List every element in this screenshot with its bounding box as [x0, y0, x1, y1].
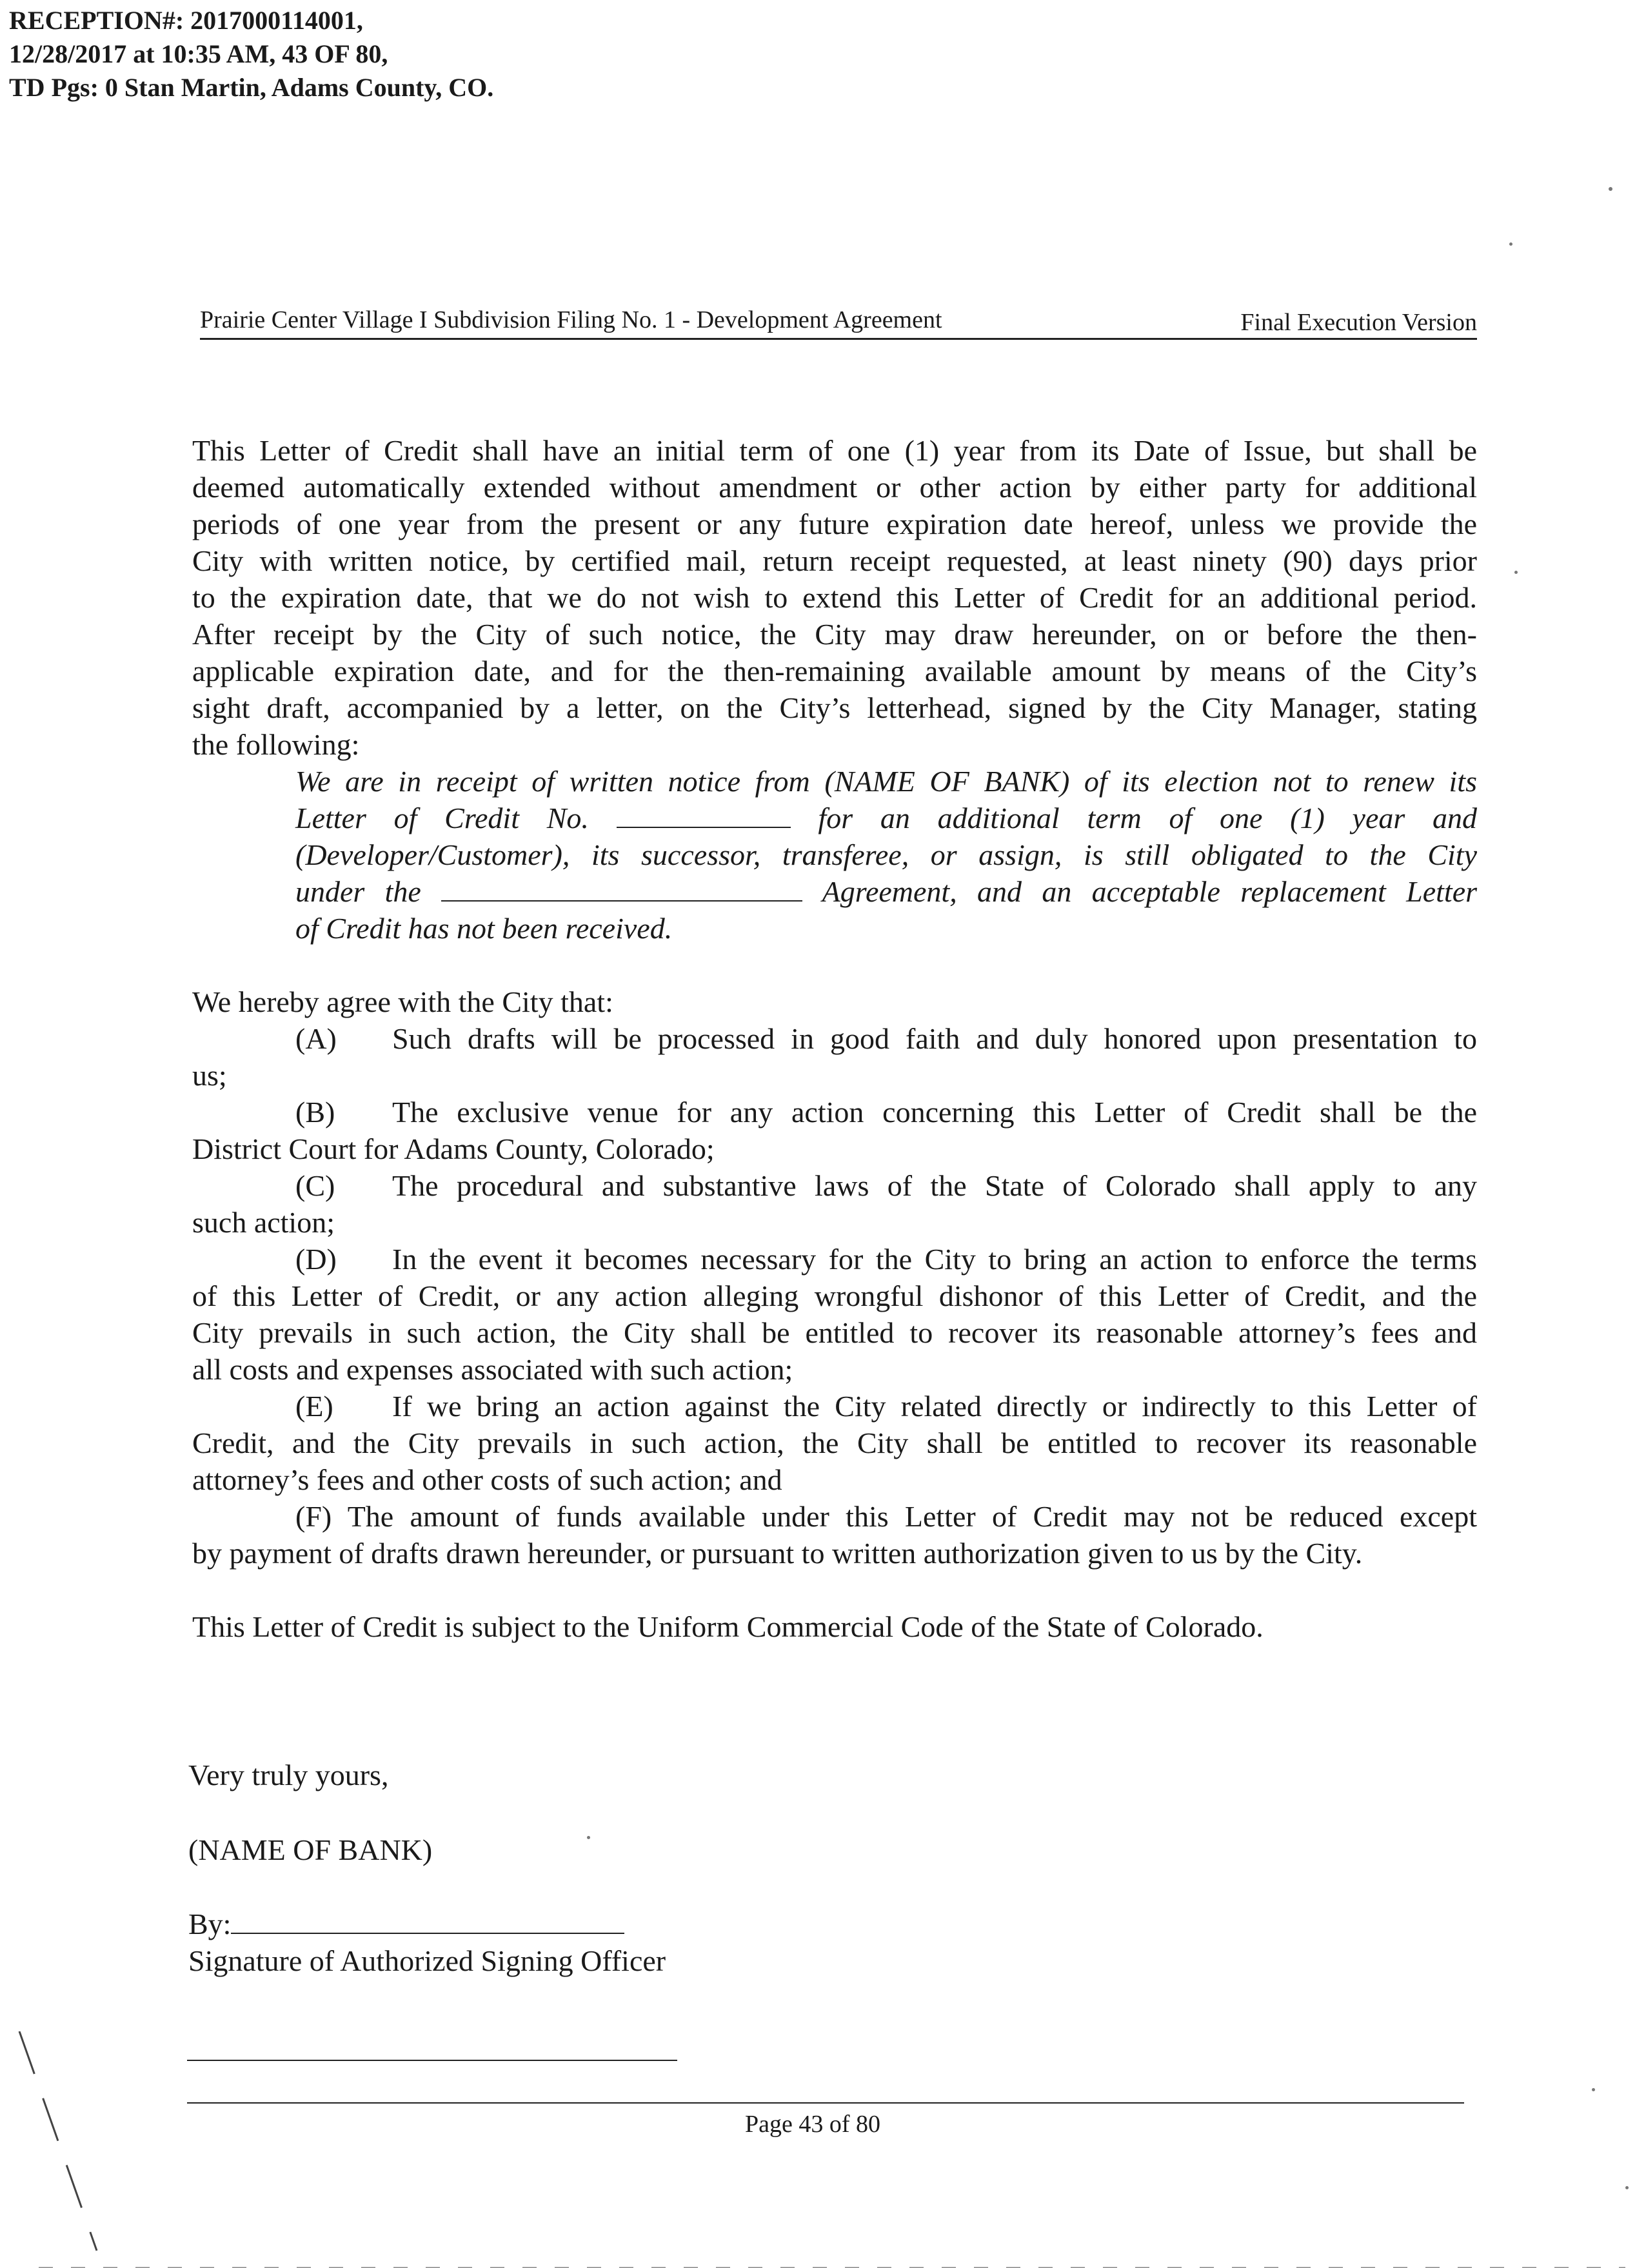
quote-text: Agreement, and an acceptable replacement Letter — [822, 875, 1478, 908]
paragraph-line: deemed automatically extended without amendment or other action by either party for additional — [192, 471, 1477, 504]
item-text: In the event it becomes necessary for the City to bring an action to enforce the terms — [392, 1243, 1477, 1276]
header-version: Final Execution Version — [1240, 309, 1477, 336]
scan-speck — [1514, 571, 1518, 574]
item-text: all costs and expenses associated with such action; — [192, 1353, 793, 1386]
paragraph-line: to the expiration date, that we do not wish to extend this Letter of Credit for an additional period. — [192, 581, 1477, 614]
bank-name: (NAME OF BANK) — [188, 1833, 433, 1866]
item-e — [192, 1388, 1477, 1498]
quote-line: (Developer/Customer), its successor, transferee, or assign, is still obligated to the City — [295, 838, 1477, 871]
quote-line: We are in receipt of written notice from (NAME OF BANK) of its election not to renew its — [295, 765, 1477, 798]
agreement-intro: We hereby agree with the City that: — [192, 985, 613, 1018]
item-text: If we bring an action against the City related directly or indirectly to this Letter of — [392, 1390, 1477, 1423]
reception-number: RECEPTION#: 2017000114001, — [9, 6, 363, 35]
signature-blank — [231, 1933, 624, 1934]
item-b — [192, 1094, 1477, 1167]
paragraph-line: After receipt by the City of such notice, the City may draw hereunder, on or before the then- — [192, 618, 1477, 651]
scan-artifacts — [0, 2031, 1646, 2268]
item-text: of this Letter of Credit, or any action alleging wrongful dishonor of this Letter of Credit, and the — [192, 1279, 1477, 1312]
item-text: The exclusive venue for any action concerning this Letter of Credit shall be the — [392, 1096, 1477, 1129]
paragraph-line: periods of one year from the present or any future expiration date hereof, unless we provide the — [192, 508, 1477, 540]
quote-line — [295, 800, 1477, 836]
item-label: (D) — [295, 1243, 337, 1276]
header-title: Prairie Center Village I Subdivision Filing No. 1 - Development Agreement — [200, 306, 942, 333]
item-text: The procedural and substantive laws of the State of Colorado shall apply to any — [392, 1169, 1477, 1202]
paragraph-line: This Letter of Credit shall have an initial term of one (1) year from its Date of Issue, but shall be — [192, 434, 1477, 467]
item-text: Such drafts will be processed in good faith and duly honored upon presentation to — [392, 1022, 1477, 1055]
item-text: by payment of drafts drawn hereunder, or pursuant to written authorization given to us by the City. — [192, 1537, 1363, 1570]
paragraph-line: applicable expiration date, and for the then-remaining available amount by means of the City’s — [192, 655, 1477, 687]
item-text: City prevails in such action, the City shall be entitled to recover its reasonable attorney’s fees and — [192, 1316, 1477, 1349]
item-label: (B) — [295, 1096, 335, 1129]
agreement-name-blank — [441, 900, 802, 902]
quote-text: under the — [295, 875, 421, 908]
quote-line: of Credit has not been received. — [295, 912, 673, 945]
running-header — [200, 298, 1477, 340]
quote-line — [295, 873, 1477, 910]
scan-speck — [1592, 2088, 1595, 2091]
reception-county: TD Pgs: 0 Stan Martin, Adams County, CO. — [9, 73, 494, 102]
reception-stamp — [9, 4, 493, 104]
scan-speck — [587, 1836, 590, 1839]
item-text: such action; — [192, 1206, 335, 1239]
reception-datetime: 12/28/2017 at 10:35 AM, 43 OF 80, — [9, 39, 388, 68]
item-f — [192, 1498, 1477, 1572]
item-label: (C) — [295, 1169, 335, 1202]
item-c — [192, 1167, 1477, 1241]
scan-speck — [1609, 187, 1612, 191]
scan-speck — [1625, 2186, 1629, 2189]
item-label: (A) — [295, 1022, 337, 1055]
paragraph-line: City with written notice, by certified mail, return receipt requested, at least ninety (90) days prior — [192, 544, 1477, 577]
scan-streak — [19, 2031, 97, 2251]
signature-label: Signature of Authorized Signing Officer — [188, 1944, 666, 1977]
closing: Very truly yours, — [188, 1759, 389, 1791]
scan-speck — [1509, 242, 1512, 246]
by-line — [188, 1906, 624, 1942]
quote-text: for an additional term of one (1) year and — [818, 802, 1478, 834]
renewal-paragraph — [192, 432, 1477, 763]
item-text: attorney’s fees and other costs of such action; and — [192, 1463, 782, 1496]
item-text: Credit, and the City prevails in such action, the City shall be entitled to recover its reasonable — [192, 1426, 1477, 1459]
paragraph-line: the following: — [192, 728, 360, 761]
item-a — [192, 1020, 1477, 1094]
quote-text: Letter of Credit No. — [295, 802, 589, 834]
credit-number-blank — [617, 827, 791, 828]
item-text: us; — [192, 1059, 227, 1092]
item-text: District Court for Adams County, Colorado; — [192, 1132, 715, 1165]
item-label: (E) — [295, 1390, 333, 1423]
ucc-statement: This Letter of Credit is subject to the Uniform Commercial Code of the State of Colorado. — [192, 1610, 1264, 1643]
item-text: The amount of funds available under this Letter of Credit may not be reduced except — [347, 1500, 1477, 1533]
page-number: Page 43 of 80 — [745, 2111, 881, 2138]
item-d — [192, 1241, 1477, 1388]
notice-quote — [295, 763, 1477, 947]
by-label: By: — [188, 1908, 232, 1940]
paragraph-line: sight draft, accompanied by a letter, on the City’s letterhead, signed by the City Manager, stating — [192, 691, 1477, 724]
letter-body — [192, 432, 1477, 1645]
item-label: (F) — [295, 1500, 332, 1533]
